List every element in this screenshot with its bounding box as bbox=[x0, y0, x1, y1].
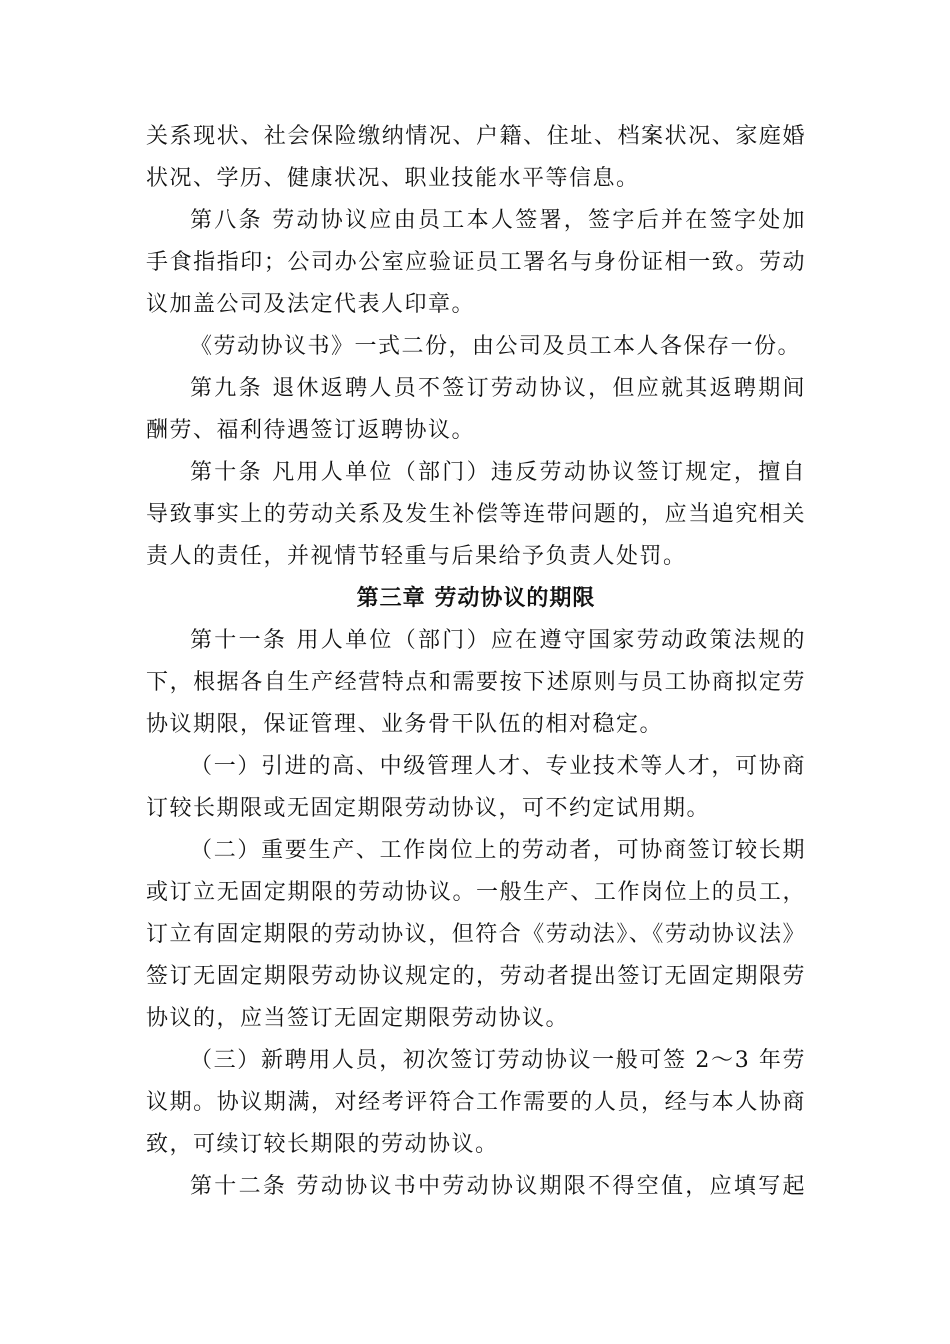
text-line: 议期。协议期满，对经考评符合工作需要的人员，经与本人协商 bbox=[146, 1090, 806, 1115]
item-3-line: （三）新聘用人员，初次签订劳动协议一般可签 2～3 年劳 bbox=[190, 1048, 806, 1073]
article-10-line: 第十条 凡用人单位（部门）违反劳动协议签订规定，擅自 bbox=[190, 460, 806, 485]
text-line: 导致事实上的劳动关系及发生补偿等连带问题的，应当追究相关 bbox=[146, 502, 806, 527]
text-line: 酬劳、福利待遇签订返聘协议。 bbox=[146, 418, 476, 443]
text-line: 或订立无固定期限的劳动协议。一般生产、工作岗位上的员工， bbox=[146, 880, 806, 905]
item-1-line: （一）引进的高、中级管理人才、专业技术等人才，可协商 bbox=[190, 754, 806, 779]
article-11-line: 第十一条 用人单位（部门）应在遵守国家劳动政策法规的 bbox=[190, 628, 806, 653]
document-body bbox=[146, 116, 806, 1208]
text-line: 订立有固定期限的劳动协议，但符合《劳动法》、《劳动协议法》 bbox=[146, 922, 806, 947]
text-line: 订较长期限或无固定期限劳动协议，可不约定试用期。 bbox=[146, 796, 711, 821]
text-line: 协议期限，保证管理、业务骨干队伍的相对稳定。 bbox=[146, 712, 664, 737]
text-line: 责人的责任，并视情节轻重与后果给予负责人处罚。 bbox=[146, 544, 687, 569]
text-line: 议加盖公司及法定代表人印章。 bbox=[146, 292, 476, 317]
text-line: 签订无固定期限劳动协议规定的，劳动者提出签订无固定期限劳 bbox=[146, 964, 806, 989]
article-8-line: 第八条 劳动协议应由员工本人签署，签字后并在签字处加 bbox=[190, 208, 806, 233]
text-line: 协议的，应当签订无固定期限劳动协议。 bbox=[146, 1006, 570, 1031]
item-2-line: （二）重要生产、工作岗位上的劳动者，可协商签订较长期 bbox=[190, 838, 806, 863]
article-9-line: 第九条 退休返聘人员不签订劳动协议，但应就其返聘期间 bbox=[190, 376, 806, 401]
text-line: 状况、学历、健康状况、职业技能水平等信息。 bbox=[146, 166, 640, 191]
text-line: 手食指指印；公司办公室应验证员工署名与身份证相一致。劳动 bbox=[146, 250, 806, 275]
text-line: 关系现状、社会保险缴纳情况、户籍、住址、档案状况、家庭婚 bbox=[146, 124, 806, 149]
text-line: 下，根据各自生产经营特点和需要按下述原则与员工协商拟定劳 bbox=[146, 670, 806, 695]
chapter-3-heading: 第三章 劳动协议的期限 bbox=[356, 586, 596, 611]
article-12-line: 第十二条 劳动协议书中劳动协议期限不得空值，应填写起 bbox=[190, 1174, 806, 1199]
text-line: 《劳动协议书》一式二份，由公司及员工本人各保存一份。 bbox=[190, 334, 802, 359]
text-line: 致，可续订较长期限的劳动协议。 bbox=[146, 1132, 499, 1157]
